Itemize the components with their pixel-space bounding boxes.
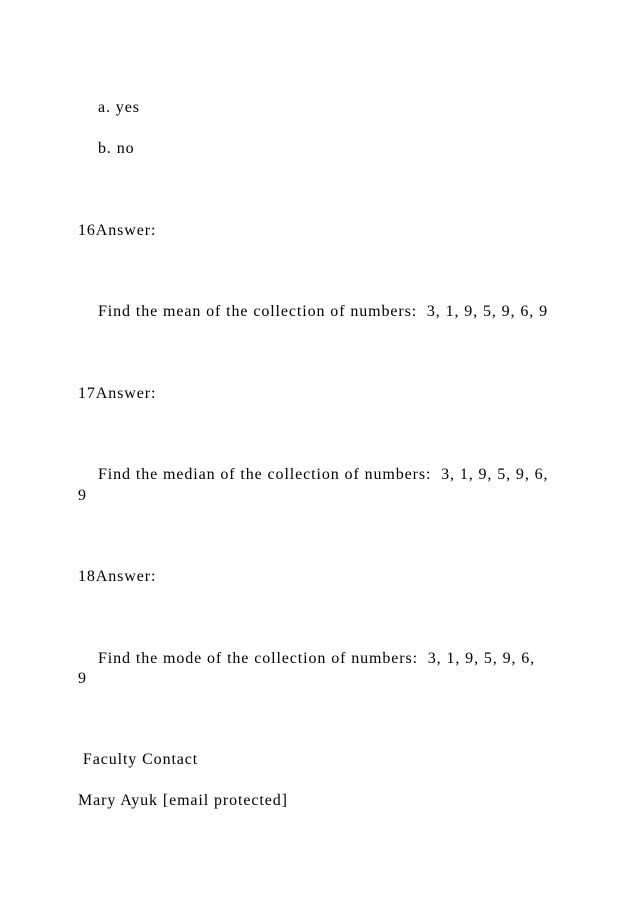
question-17-line-2: 9 <box>78 487 87 504</box>
option-a: a. yes <box>98 99 140 116</box>
answer-label-16: 16Answer: <box>78 222 157 239</box>
faculty-contact-info: Mary Ayuk [email protected] <box>78 792 288 809</box>
answer-label-17: 17Answer: <box>78 385 157 402</box>
question-17-line-1: Find the median of the collection of numbers: 3, 1, 9, 5, 9, 6, <box>98 466 549 483</box>
question-18-line-2: 9 <box>78 670 87 687</box>
faculty-contact-heading: Faculty Contact <box>78 751 199 768</box>
question-16: Find the mean of the collection of numbers: 3, 1, 9, 5, 9, 6, 9 <box>98 303 548 320</box>
answer-label-18: 18Answer: <box>78 568 157 585</box>
option-b: b. no <box>98 140 135 157</box>
question-18-line-1: Find the mode of the collection of numbers: 3, 1, 9, 5, 9, 6, <box>98 650 536 667</box>
